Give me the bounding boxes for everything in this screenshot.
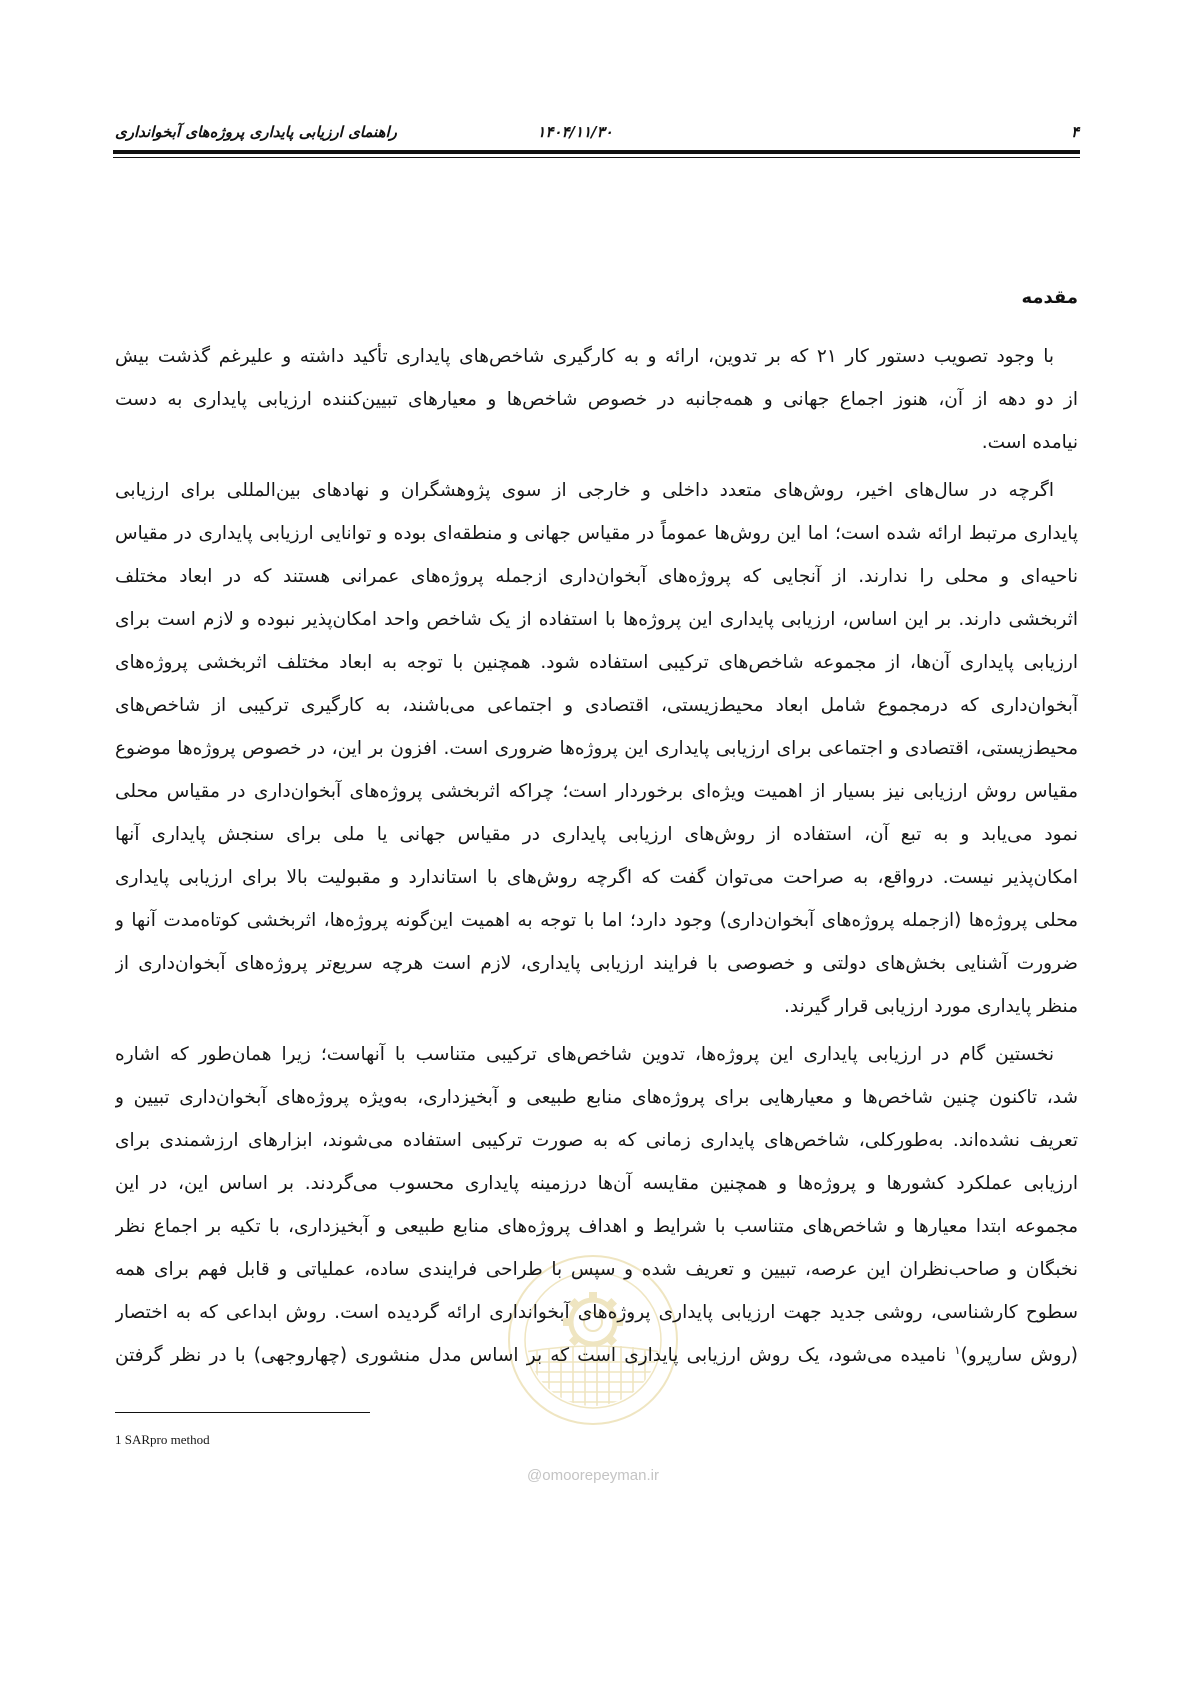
header-date: ۱۴۰۴/۱۱/۳۰ bbox=[537, 123, 613, 141]
text-span: (روش سارپرو) bbox=[960, 1345, 1078, 1366]
footnote-text: 1 SARpro method bbox=[115, 1432, 210, 1447]
text-line: تعریف نشده‌اند. به‌طورکلی، شاخص‌های پایداری زمانی که به صورت ترکیبی استفاده می‌شوند، ابزارهای ارزشمندی برای bbox=[115, 1130, 1078, 1151]
body-text bbox=[115, 335, 1078, 1377]
text-span: نامیده می‌شود، یک روش ارزیابی پایداری است که بر اساس مدل منشوری (چهاروجهی) با در نظر گرفتن bbox=[115, 1345, 955, 1366]
footnote-ref: ۱ bbox=[954, 1342, 961, 1357]
text-line bbox=[115, 1334, 1078, 1377]
paragraph bbox=[115, 335, 1078, 464]
text-line: شد، تاکنون چنین شاخص‌ها و معیارهایی برای پروژه‌های منابع طبیعی و آبخیزداری، به‌ویژه پروژه‌های آبخوان‌داری تبیین و bbox=[115, 1087, 1078, 1108]
text-line: محیط‌زیستی، اقتصادی و اجتماعی برای ارزیابی پایداری این پروژه‌ها ضروری است. افزون بر این، در خصوص پروژه‌ها موضوع bbox=[115, 738, 1078, 759]
text-line: محلی پروژه‌ها (ازجمله پروژه‌های آبخوان‌داری) وجود دارد؛ اما با توجه به اهمیت این‌گونه پروژه‌ها، اثربخشی کوتاه‌مدت آنها و bbox=[115, 910, 1078, 931]
text-line: مجموعه ابتدا معیارها و شاخص‌های متناسب با شرایط و اهداف پروژه‌های منابع طبیعی و آبخیزداری، با تکیه بر اجماع نظر bbox=[115, 1216, 1078, 1237]
text-line: امکان‌پذیر نیست. درواقع، به صراحت می‌توان گفت که اگرچه روش‌های با استاندارد و مقبولیت بالا برای ارزیابی پایداری bbox=[115, 867, 1078, 888]
text-line: ارزیابی عملکرد کشورها و پروژه‌ها و همچنین مقایسه آن‌ها درزمینه پایداری محسوب می‌گردند. بر اساس این، در این bbox=[115, 1173, 1078, 1194]
text-line: نخبگان و صاحب‌نظران این عرصه، تبیین و تعریف شده و سپس با طراحی فرایندی ساده، عملیاتی و قابل فهم برای همه bbox=[115, 1259, 1078, 1280]
header-rule-thin bbox=[113, 157, 1080, 158]
section-heading: مقدمه bbox=[1021, 287, 1078, 308]
text-line: نخستین گام در ارزیابی پایداری این پروژه‌ها، تدوین شاخص‌های ترکیبی متناسب با آنهاست؛ زیرا همان‌طور که اشاره bbox=[115, 1044, 1054, 1065]
text-line: منظر پایداری مورد ارزیابی قرار گیرند. bbox=[784, 996, 1078, 1017]
text-line: پایداری مرتبط ارائه شده است؛ اما این روش‌ها عموماً در مقیاس جهانی و منطقه‌ای بوده و توانایی ارزیابی پایداری در مقیاس bbox=[115, 523, 1078, 544]
text-line: ضرورت آشنایی بخش‌های دولتی و خصوصی با فرایند ارزیابی پایداری، لازم است هرچه سریع‌تر پروژه‌های آبخوان‌داری از bbox=[115, 953, 1078, 974]
text-line: ناحیه‌ای و محلی را ندارند. از آنجایی که پروژه‌های آبخوان‌داری ازجمله پروژه‌های عمرانی هستند که در ابعاد مختلف bbox=[115, 566, 1078, 587]
text-line: ارزیابی پایداری آن‌ها، از مجموعه شاخص‌های ترکیبی استفاده شود. همچنین با توجه به ابعاد مختلف اثربخشی پروژه‌های bbox=[115, 652, 1078, 673]
text-line: اگرچه در سال‌های اخیر، روش‌های متعدد داخلی و خارجی از سوی پژوهشگران و نهادهای بین‌المللی برای ارزیابی bbox=[115, 480, 1054, 501]
page-number: ۴ bbox=[1070, 123, 1079, 141]
text-line: نیامده است. bbox=[981, 432, 1078, 453]
text-line: نمود می‌یابد و به تبع آن، استفاده از روش‌های ارزیابی پایداری در مقیاس جهانی یا ملی برای سنجش پایداری آنها bbox=[115, 824, 1078, 845]
text-line: آبخوان‌داری که درمجموع شامل ابعاد محیط‌زیستی، اقتصادی و اجتماعی می‌باشند، به کارگیری ترکیبی از شاخص‌های bbox=[115, 695, 1078, 716]
text-line: با وجود تصویب دستور کار ۲۱ که بر تدوین، ارائه و به کارگیری شاخص‌های پایداری تأکید داشته و علیرغم گذشت بیش bbox=[115, 346, 1055, 367]
text-line: مقیاس روش ارزیابی نیز بسیار از اهمیت ویژه‌ای برخوردار است؛ چراکه اثربخشی پروژه‌های آبخوان‌داری در مقیاس محلی bbox=[115, 781, 1078, 802]
footnote-separator bbox=[115, 1412, 370, 1413]
header-title: راهنمای ارزیابی پایداری پروژه‌های آبخوانداری bbox=[115, 123, 397, 141]
text-line: اثربخشی دارند. بر این اساس، ارزیابی پایداری این پروژه‌ها با استفاده از یک شاخص واحد امکان‌پذیر نبوده و لازم است برای bbox=[115, 609, 1078, 630]
paragraph bbox=[115, 469, 1078, 1028]
watermark-text: @omoorepeyman.ir bbox=[527, 1467, 659, 1484]
text-line: سطوح کارشناسی، روشی جدید جهت ارزیابی پایداری پروژه‌های آبخوانداری ارائه گردیده است. روش ابداعی که به اختصار bbox=[115, 1302, 1078, 1323]
text-line: از دو دهه از آن، هنوز اجماع جهانی و همه‌جانبه در خصوص شاخص‌ها و معیارهای تبیین‌کننده ارزیابی پایداری به دست bbox=[115, 389, 1078, 410]
header-rule-thick bbox=[113, 150, 1080, 154]
paragraph bbox=[115, 1033, 1078, 1377]
